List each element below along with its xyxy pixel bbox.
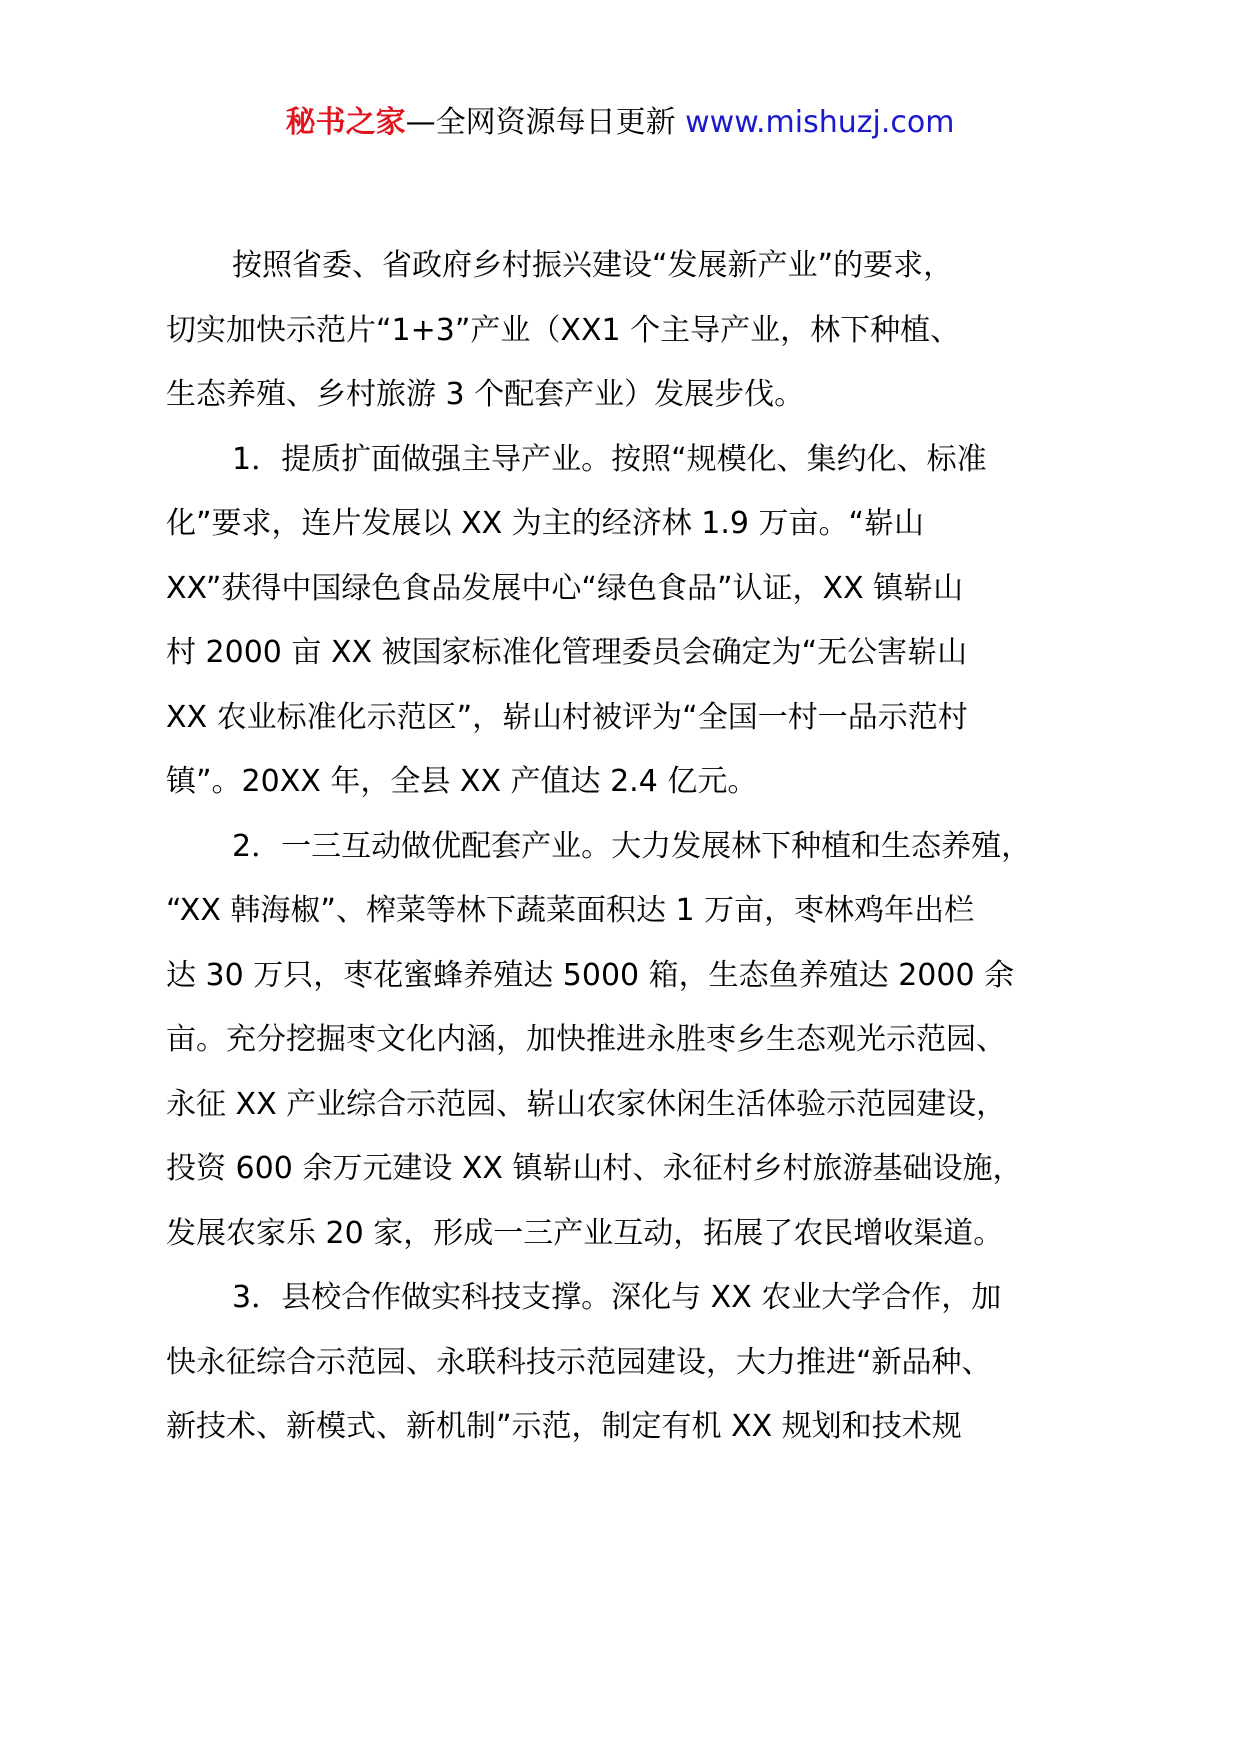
brand-name: 秘书之家: [285, 105, 406, 140]
paragraph-line: 达 30 万只，枣花蜜蜂养殖达 5000 箱，生态鱼养殖达 2000 余: [166, 957, 1015, 993]
site-url-link[interactable]: www.mishuzj.com: [685, 105, 955, 140]
paragraph-line: 亩。充分挖掘枣文化内涵，加快推进永胜枣乡生态观光示范园、: [166, 1022, 1006, 1057]
paragraph-line: 切实加快示范片“1+3”产业（XX1 个主导产业，林下种植、: [166, 312, 961, 348]
paragraph-line: 镇”。20XX 年，全县 XX 产值达 2.4 亿元。: [166, 764, 758, 799]
paragraph-line: 3．县校合作做实科技支撑。深化与 XX 农业大学合作，加: [232, 1280, 1002, 1315]
paragraph-line: “XX 韩海椒”、榨菜等林下蔬菜面积达 1 万亩，枣林鸡年出栏: [166, 893, 975, 928]
paragraph-line: XX 农业标准化示范区”，崭山村被评为“全国一村一品示范村: [166, 699, 968, 735]
paragraph-line: 新技术、新模式、新机制”示范，制定有机 XX 规划和技术规: [166, 1409, 962, 1444]
paragraph-line: 生态养殖、乡村旅游 3 个配套产业）发展步伐。: [166, 377, 805, 412]
paragraph-line: 2．一三互动做优配套产业。大力发展林下种植和生态养殖，: [232, 828, 1032, 864]
document-body: [166, 234, 1106, 1460]
paragraph-line: XX”获得中国绿色食品发展中心“绿色食品”认证，XX 镇崭山: [166, 570, 964, 606]
paragraph-line: 永征 XX 产业综合示范园、崭山农家休闲生活体验示范园建设，: [166, 1086, 1007, 1122]
site-header: [0, 100, 1240, 146]
paragraph-line: 按照省委、省政府乡村振兴建设“发展新产业”的要求，: [232, 248, 954, 283]
paragraph-line: 发展农家乐 20 家，形成一三产业互动，拓展了农民增收渠道。: [166, 1215, 1004, 1251]
paragraph-line: 化”要求，连片发展以 XX 为主的经济林 1.9 万亩。“崭山: [166, 506, 925, 541]
paragraph-line: 投资 600 余万元建设 XX 镇崭山村、永征村乡村旅游基础设施，: [166, 1151, 1023, 1186]
paragraph-line: 村 2000 亩 XX 被国家标准化管理委员会确定为“无公害崭山: [166, 635, 968, 670]
paragraph-line: 快永征综合示范园、永联科技示范园建设，大力推进“新品种、: [166, 1344, 992, 1380]
header-tagline: —全网资源每日更新: [405, 105, 686, 140]
paragraph-line: 1．提质扩面做强主导产业。按照“规模化、集约化、标准: [232, 441, 987, 477]
